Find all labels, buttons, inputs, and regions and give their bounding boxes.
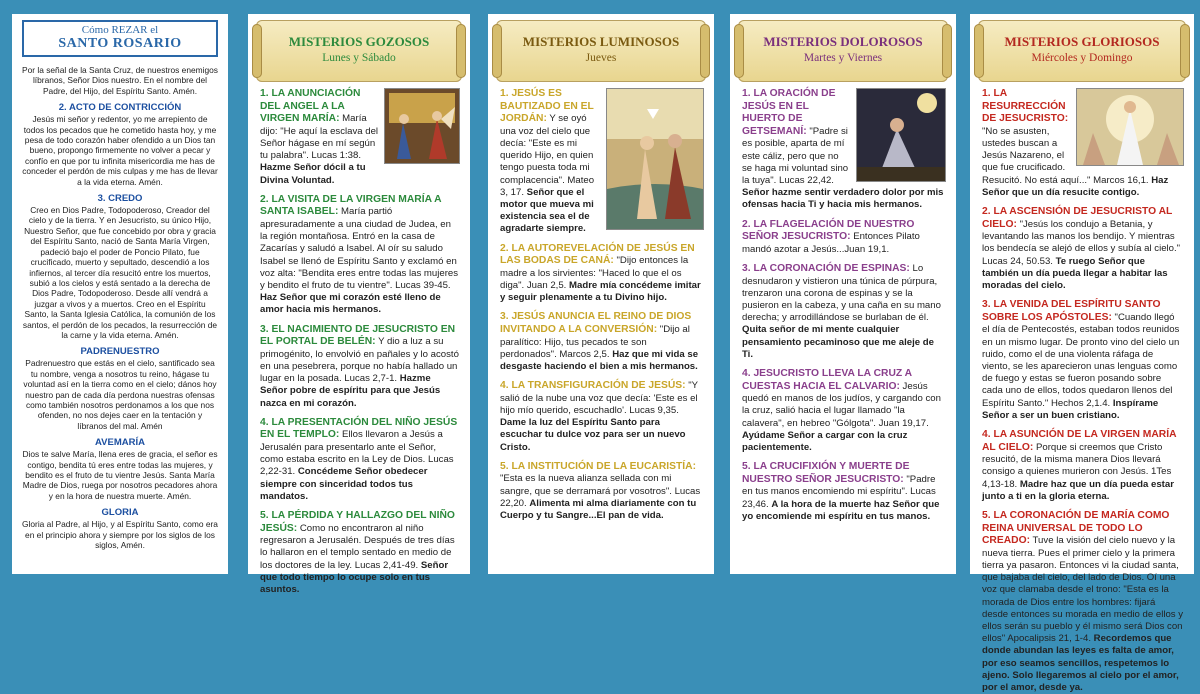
mystery-heading: 5. LA CORONACIÓN DE MARÍA COMO REINA UNIVERSAL DE TODO LO CREADO: [982, 510, 1170, 547]
mystery-heading: 2. LA AUTOREVELACIÓN DE JESÚS EN LAS BODAS DE CANÁ: [500, 242, 695, 267]
mystery-prayer: Hazme Señor pobre de espíritu para que Jesús nazca en mi corazón. [260, 373, 441, 409]
mystery-text: "Padre en tus manos encomiendo mi espíritu". Lucas 23,46. [742, 473, 936, 510]
mystery-heading: 4. JESUCRISTO LLEVA LA CRUZ A CUESTAS HACIA EL CALVARIO: [742, 368, 912, 392]
panel-dolorosos [730, 14, 956, 574]
mystery-prayer: Señor que el motor que mueva mi existencia sea el de agradarte siempre. [500, 186, 594, 235]
mystery-item [982, 299, 1184, 422]
mystery-heading: 2. LA VISITA DE LA VIRGEN MARÍA A SANTA ISABEL: [260, 193, 442, 218]
mystery-heading: 2. LA ASCENSIÓN DE JESUCRISTO AL CIELO: [982, 206, 1173, 230]
mystery-title: MISTERIOS GOZOSOS [288, 34, 430, 49]
prayer-text: Gloria al Padre, al Hijo, y al Espíritu Santo, como era en el principio ahora y siempre por los siglos de los siglos, Amén. [22, 519, 218, 551]
mystery-item [500, 461, 704, 522]
mystery-item [742, 263, 946, 361]
mystery-title: MISTERIOS DOLOROSOS [763, 34, 923, 49]
resurrection-painting-icon [1076, 88, 1184, 166]
mystery-item [500, 380, 704, 454]
mystery-heading: 3. JESÚS ANUNCIA EL REINO DE DIOS INVITANDO A LA CONVERSIÓN: [500, 311, 692, 335]
mystery-prayer: Señor hazme sentir verdadero dolor por mis ofensas hacia Ti y hacia mis hermanos. [742, 187, 944, 211]
mystery-prayer: Te ruego Señor que también un día pueda llegar a habitar las moradas del cielo. [982, 255, 1168, 291]
mystery-heading: 4. LA ASUNCIÓN DE LA VIRGEN MARÍA AL CIELO: [982, 429, 1177, 453]
mystery-days: Miércoles y Domingo [1031, 52, 1133, 64]
mystery-text: "Dijo entonces la madre a los sirvientes: "Haced lo que el os diga". Juan 2,5. [500, 255, 689, 291]
scroll-banner [738, 20, 948, 82]
mystery-text: "Esta es la nueva alianza sellada con mi sangre, que se derramará por vosotros". Lucas 22,20. [500, 473, 701, 509]
prayer-heading: AVEMARÍA [95, 437, 145, 449]
mystery-days: Lunes y Sábado [322, 52, 396, 64]
prayer-list [22, 65, 218, 550]
prayer-text: Por la señal de la Santa Cruz, de nuestros enemigos líbranos, Señor Dios nuestro. En el nombre del Padre, del Hijo, del Espíritu Santo. Amén. [22, 65, 218, 96]
mystery-heading: 3. LA CORONACIÓN DE ESPINAS: [742, 262, 910, 274]
mystery-heading: 3. EL NACIMIENTO DE JESUCRISTO EN EL PORTAL DE BELÉN: [260, 323, 456, 348]
mystery-item [982, 510, 1184, 694]
panel-gloriosos [970, 14, 1194, 694]
prayer-text: Jesús mi señor y redentor, yo me arrepiento de todos los pecados que he cometido hasta hoy, y me pesa de todo corazón haber ofendido a un Dios tan bueno, propongo firmemente no volver a pecar y confío en que por tu infinita misericordia me has de conceder el perdón de mis culpas y me has de llevar a la vida eterna. Amén. [22, 114, 218, 187]
mystery-item [260, 417, 460, 503]
mystery-prayer: Haz Señor que mi corazón esté lleno de amor hacia mis hermanos. [260, 292, 441, 316]
annunciation-painting-icon [384, 88, 460, 164]
scroll-banner [978, 20, 1186, 82]
mystery-text: Lo desnudaron y vistieron una túnica de púrpura, trenzaron una corona de espinas y se la pusieron en la cabeza, y una caña en su mano derecha; y arrodillándose se burlaban de él. [742, 262, 941, 324]
mystery-prayer: Haz que mi vida se desgaste haciendo el bien a mis hermanos. [500, 348, 699, 372]
mystery-heading: 1. LA ANUNCIACIÓN DEL ANGEL A LA VIRGEN MARÍA: [260, 88, 361, 125]
mystery-days: Martes y Viernes [803, 52, 883, 64]
mystery-heading: 4. LA PRESENTACIÓN DEL NIÑO JESÚS EN EL TEMPLO: [260, 416, 458, 441]
panel-how-to-pray [12, 14, 228, 574]
mystery-item [260, 510, 460, 596]
mystery-text: Entonces Pilato mandó azotar a Jesús...Juan 19,1. [742, 231, 920, 255]
mystery-item [982, 429, 1184, 503]
mystery-heading: 1. JESÚS ES BAUTIZADO EN EL JORDÁN: [500, 88, 594, 125]
brochure-title [22, 20, 218, 57]
mystery-prayer: Dame la luz del Espíritu Santo para escuchar tu dulce voz para ser un nuevo Cristo. [500, 417, 686, 453]
mystery-title: MISTERIOS GLORIOSOS [1004, 34, 1160, 49]
mystery-text: Jesús quedó en manos de los judíos, y cargando con la cruz, salió hacia el lugar llamado "la calavera", en hebreo "Gólgota". Juan 19,17. [742, 380, 941, 429]
mystery-prayer: Alimenta mi alma diariamente con tu Cuerpo y tu Sangre...El pan de vida. [500, 497, 697, 522]
mystery-text: "Padre si es posible, aparta de mí este cáliz, pero que no se haga mi voluntad sino la tuya". Lucas 22,42. [742, 125, 849, 186]
panel-gozosos [248, 14, 470, 596]
mystery-text: "Cuando llegó el día de Pentecostés, estaban todos reunidos en un mismo lugar. De pronto vino del cielo un ruido, como el de una violenta ráfaga de viento, se les aparecieron unas lenguas como de fuego y estas se fueron posando sobre cada uno de ellos, todos quedaron llenos del Espíritu Santo." Hechos 2,1.4. [982, 311, 1180, 409]
mystery-prayer: Madre mía concédeme imitar y seguir plenamente a tu Divino hijo. [500, 280, 701, 304]
mystery-prayer: Inspírame Señor a ser un buen cristiano. [982, 397, 1159, 421]
title-big: SANTO ROSARIO [58, 36, 182, 51]
mystery-text: Porque si creemos que Cristo resucitó, de la misma manera Dios llevará consigo a quienes murieron con Jesús. 1Tes 4,13-18. [982, 441, 1172, 490]
mystery-heading: 5. LA CRUCIFIXIÓN Y MUERTE DE NUESTRO SEÑOR JESUCRISTO: [742, 461, 910, 485]
mystery-body [970, 86, 1194, 694]
mystery-title: MISTERIOS LUMINOSOS [522, 34, 680, 49]
mystery-text: Tuve la visión del cielo nuevo y la nueva tierra. Pues el primer cielo y la primera tierra ya pasaron. Entonces vi la ciudad santa, que bajaba del cielo, del lado de Dios. Oí una voz que clamaba desde el trono: "Esta es la morada de Dios entre los hombres: fijará desde entonces su morada en medio de ellos y ellos serán su pueblo y él mismo será Dios con ellos" Apocalipsis 21, 1-4. [982, 535, 1184, 645]
prayer-heading: GLORIA [101, 507, 139, 519]
prayer-heading: 2. ACTO DE CONTRICCIÓN [58, 102, 182, 114]
mystery-body [248, 86, 470, 596]
title-small: Cómo REZAR el [81, 24, 159, 36]
mystery-prayer: Madre haz que un día pueda estar junto a ti en la gloria eterna. [982, 478, 1174, 502]
mystery-prayer: Ayúdame Señor a cargar con la cruz pacientemente. [742, 429, 908, 453]
mystery-item [260, 324, 460, 410]
mystery-prayer: Señor que todo tiempo lo ocupe solo en tus asuntos. [260, 559, 449, 596]
mystery-item [982, 206, 1184, 292]
prayer-text: Padrenuestro que estás en el cielo, santificado sea tu nombre, venga a nosotros tu reino, hágase tu voluntad así en la tierra como en el cielo; dános hoy nuestro pan de cada día perdona nuestras ofensas como también nosotros perdonamos a los que nos ofenden, no nos dejes caer en la tentación y líbranos del mal. Amén [23, 358, 217, 431]
mystery-text: Como no encontraron al niño regresaron a Jerusalén. Después de tres días lo hallaron en el templo sentado en medio de los doctores de la ley. Lucas 2,41-49. [260, 522, 455, 571]
mystery-prayer: Recordemos que donde abundan las leyes es falta de amor, por eso seamos sencillos, respetemos lo ajeno. Solo llegaremos al cielo por el amor, por el amor, desde ya. [982, 633, 1179, 694]
mystery-text: "Dijo al paralítico: Hijo, tus pecados te son perdonados". Marcos 2,5. [500, 324, 690, 360]
mystery-heading: 1. LA ORACIÓN DE JESÚS EN EL HUERTO DE GETSEMANÍ: [742, 88, 836, 137]
mystery-item [500, 311, 704, 373]
mystery-text: María partió apresuradamente a una ciudad de Judea, en la región montañosa. Entró en la casa de Zacarías y saludó a Isabel. Al oír su saludo Isabel se llenó de Espíritu Santo y exclamó en voz alta: "Bendita eres entre todas las mujeres y bendito el fruto de tu vientre". Lucas 39-45. [260, 206, 459, 291]
prayer-text: Dios te salve María, llena eres de gracia, el señor es contigo, bendita tú eres entre todas las mujeres, y bendito es el fruto de tu vientre Jesús. Santa María Madre de Dios, ruega por nosotros pecadores ahora y en la hora de nuestra muerte. Amén. [22, 449, 218, 501]
prayer-heading: PADRENUESTRO [80, 346, 160, 358]
baptism-painting-icon [606, 88, 704, 230]
mystery-prayer: Haz Señor que un día resucite contigo. [982, 174, 1169, 198]
mystery-body [488, 86, 714, 522]
mystery-text: María dijo: "He aquí la esclava del Señor hágase en mí según tu palabra". Lucas 1:38. [260, 113, 379, 162]
prayer-text: Creo en Dios Padre, Todopoderoso, Creador del cielo y de la tierra. Y en Jesucristo, su único Hijo, Nuestro Señor, que fue concebido por obra y gracia del Espíritu Santo, nació de Santa María Virgen, padeció bajo el poder de Poncio Pilato, fue crucificado, muerto y sepultado, descendió a los infiernos, al tercer día resucitó entre los muertos, subió a los cielos y está sentado a la derecha de Dios Padre, Todopoderoso. Desde allí vendrá a juzgar a vivos y a muertos. Creo en el Espíritu Santo, la Santa Iglesia Católica, la comunión de los santos, el perdón de los pecados, la resurrección de la carne y la vida eterna. Amén. [22, 205, 218, 340]
mystery-item [742, 219, 946, 256]
panel-luminosos [488, 14, 714, 574]
mystery-item [742, 461, 946, 523]
gethsemane-painting-icon [856, 88, 946, 182]
mystery-text: "Y salió de la nube una voz que decía: 'Este es el hijo mío querido, escuchadlo'. Lucas 9,35. [500, 380, 698, 416]
mystery-prayer: Hazme Señor dócil a tu Divina Voluntad. [260, 162, 366, 186]
mystery-body [730, 86, 956, 523]
mystery-prayer: Concédeme Señor obedecer siempre con sinceridad todos tus mandatos. [260, 466, 428, 502]
mystery-heading: 3. LA VENIDA DEL ESPÍRITU SANTO SOBRE LOS APÓSTOLES: [982, 299, 1161, 323]
mystery-heading: 4. LA TRANSFIGURACIÓN DE JESÚS: [500, 380, 686, 392]
mystery-item [260, 194, 460, 317]
mystery-heading: 2. LA FLAGELACIÓN DE NUESTRO SEÑOR JESUCRISTO: [742, 218, 915, 243]
mystery-prayer: A la hora de la muerte haz Señor que yo encomiende mi espíritu en tus manos. [742, 498, 940, 522]
prayer-heading: 3. CREDO [97, 193, 143, 205]
scroll-banner [496, 20, 706, 82]
mystery-text: Y se oyó una voz del cielo que decía: "Este es mi querido Hijo, en quien tengo puesta toda mi complacencia". Mateo 3, 17. [500, 113, 595, 198]
mystery-prayer: Quita señor de mi mente cualquier pensamiento pecaminoso que me aleje de Ti. [742, 324, 934, 360]
mystery-text: "Jesús los condujo a Betania, y levantando las manos los bendijo. Y mientras los bendecía se alejó de ellos y subía al cielo." Lucas 24, 50.53. [982, 218, 1181, 267]
mystery-text: "No se asusten, ustedes buscan a Jesús Nazareno, el que fue crucificado. Resucitó. No está aquí..." Marcos 16,1. [982, 125, 1152, 186]
mystery-heading: 1. LA RESURRECCIÓN DE JESUCRISTO: [982, 88, 1069, 125]
mystery-text: Y dio a luz a su primogénito, lo envolvió en pañales y lo acostó en una pesebrera, porque no había hallado un lugar en la posada. Lucas 2,7-1. [260, 336, 459, 385]
mystery-text: Ellos llevaron a Jesús a Jerusalén para presentarlo ante el Señor, como estaba escrito en la Ley de Dios. Lucas 2,22-31. [260, 429, 454, 478]
mystery-heading: 5. LA PÉRDIDA Y HALLAZGO DEL NIÑO JESÚS: [260, 510, 455, 534]
scroll-banner [256, 20, 462, 82]
mystery-days: Jueves [585, 52, 617, 64]
mystery-heading: 5. LA INSTITUCIÓN DE LA EUCARISTÍA: [500, 460, 697, 472]
mystery-item [742, 368, 946, 454]
mystery-item [500, 243, 704, 305]
